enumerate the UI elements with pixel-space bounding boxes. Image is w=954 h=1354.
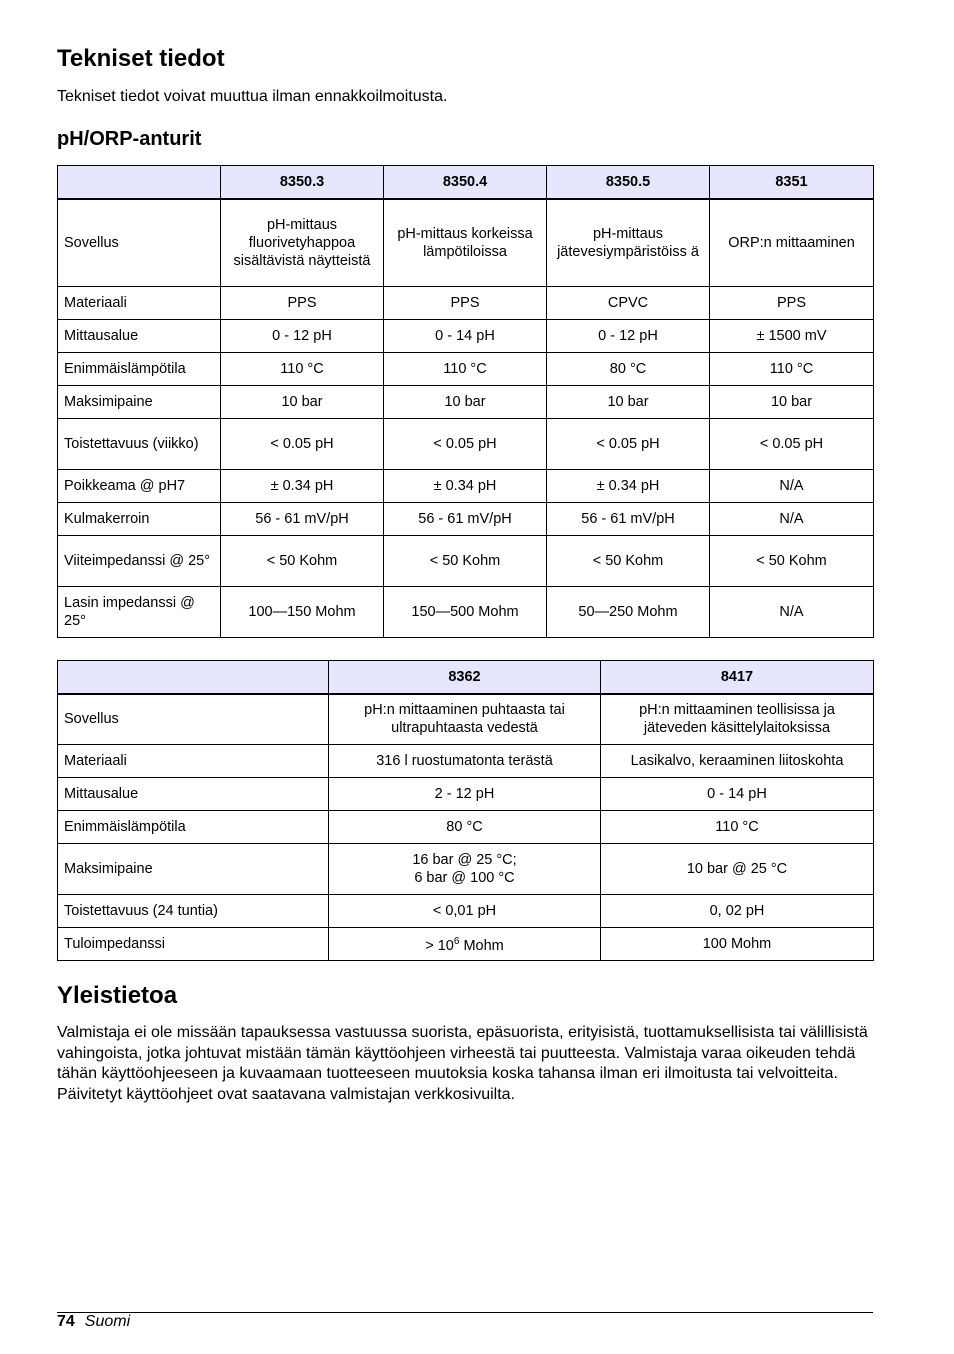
table-cell: 110 °C [384, 353, 547, 386]
header-cell: 8351 [710, 166, 874, 199]
section-title-general: Yleistietoa [57, 982, 178, 1009]
table-row [58, 928, 874, 961]
footer-divider [57, 1312, 873, 1313]
row-label: Maksimipaine [58, 386, 221, 419]
table-cell: < 0,01 pH [329, 895, 601, 928]
table-row [58, 386, 874, 419]
table-cell: N/A [710, 470, 874, 503]
general-text: Valmistaja ei ole missään tapauksessa vastuussa suorista, epäsuorista, erityisistä, tuottamuksellisista tai välillisistä vahingoista, jotka johtuvat mistään tämän käyttöohjeen virheestä tai puutteesta. Valmistaja varaa oikeuden tehdä tähän käyttöohjeeseen ja kuvaamaan tuotteeseen muutoksia koska tahansa ilman eri ilmoitusta tai velvoitteita. Päivitetyt käyttöohjeet ovat saatavana valmistajan verkkosivuilta. [57, 1024, 868, 1103]
table-cell: N/A [710, 587, 874, 638]
table-cell: 0, 02 pH [601, 895, 874, 928]
table-row [58, 745, 874, 778]
table-cell: < 50 Kohm [710, 536, 874, 587]
spec-table-2 [57, 660, 874, 961]
table-cell: < 50 Kohm [384, 536, 547, 587]
table-cell: 80 °C [547, 353, 710, 386]
table-cell: 10 bar [221, 386, 384, 419]
table-cell: 0 - 14 pH [601, 778, 874, 811]
table-cell: 0 - 14 pH [384, 320, 547, 353]
table-cell: ± 0.34 pH [221, 470, 384, 503]
table-cell: 110 °C [601, 811, 874, 844]
row-label: Tuloimpedanssi [58, 928, 329, 961]
table-cell: 16 bar @ 25 °C; 6 bar @ 100 °C [329, 844, 601, 895]
header-cell: 8350.3 [221, 166, 384, 199]
row-label: Mittausalue [58, 320, 221, 353]
row-label: Poikkeama @ pH7 [58, 470, 221, 503]
table-cell: 10 bar [710, 386, 874, 419]
table-cell: 0 - 12 pH [221, 320, 384, 353]
row-label: Sovellus [58, 694, 329, 745]
page-footer [57, 1312, 130, 1332]
table-cell: 110 °C [221, 353, 384, 386]
table-cell: pH:n mittaaminen puhtaasta tai ultrapuhtaasta vedestä [329, 694, 601, 745]
table-cell: pH:n mittaaminen teollisissa ja jäteveden käsittelylaitoksissa [601, 694, 874, 745]
table-header-row [58, 661, 874, 694]
row-label: Sovellus [58, 199, 221, 287]
table-cell: < 50 Kohm [221, 536, 384, 587]
table-cell: < 50 Kohm [547, 536, 710, 587]
row-label: Enimmäislämpötila [58, 353, 221, 386]
table-cell: < 0.05 pH [547, 419, 710, 470]
table-cell: pH-mittaus korkeissa lämpötiloissa [384, 199, 547, 287]
row-label: Lasin impedanssi @ 25° [58, 587, 221, 638]
table-cell: ± 0.34 pH [384, 470, 547, 503]
table-cell: < 0.05 pH [710, 419, 874, 470]
table-row [58, 844, 874, 895]
table-cell: 50—250 Mohm [547, 587, 710, 638]
row-label: Viiteimpedanssi @ 25° [58, 536, 221, 587]
row-label: Kulmakerroin [58, 503, 221, 536]
row-label: Toistettavuus (24 tuntia) [58, 895, 329, 928]
row-label: Enimmäislämpötila [58, 811, 329, 844]
page-number: 74 [57, 1313, 75, 1330]
table-cell: N/A [710, 503, 874, 536]
table-cell: 150—500 Mohm [384, 587, 547, 638]
table-cell: 56 - 61 mV/pH [384, 503, 547, 536]
table-cell: < 0.05 pH [221, 419, 384, 470]
table-row [58, 470, 874, 503]
table-cell: ± 0.34 pH [547, 470, 710, 503]
table-row [58, 536, 874, 587]
page-title: Tekniset tiedot [57, 45, 225, 72]
header-cell-empty [58, 661, 329, 694]
spec-table-1 [57, 165, 874, 638]
row-label: Mittausalue [58, 778, 329, 811]
row-label: Toistettavuus (viikko) [58, 419, 221, 470]
table-cell: PPS [221, 287, 384, 320]
table-cell: pH-mittaus jätevesiympäristöiss ä [547, 199, 710, 287]
table-row [58, 694, 874, 745]
table-row [58, 287, 874, 320]
section-title-sensors: pH/ORP-anturit [57, 128, 202, 150]
table-cell: 0 - 12 pH [547, 320, 710, 353]
header-cell: 8350.5 [547, 166, 710, 199]
table-cell: 100—150 Mohm [221, 587, 384, 638]
table-cell: > $10^6$ Mohm [329, 928, 601, 961]
table-row [58, 419, 874, 470]
table-row [58, 811, 874, 844]
table-cell: ORP:n mittaaminen [710, 199, 874, 287]
table-cell: 10 bar [384, 386, 547, 419]
table-cell: PPS [710, 287, 874, 320]
table-cell: 56 - 61 mV/pH [221, 503, 384, 536]
table-cell: 10 bar [547, 386, 710, 419]
table-row [58, 895, 874, 928]
table-row [58, 503, 874, 536]
row-label: Materiaali [58, 287, 221, 320]
row-label: Maksimipaine [58, 844, 329, 895]
header-cell-empty [58, 166, 221, 199]
table-row [58, 587, 874, 638]
row-label: Materiaali [58, 745, 329, 778]
table-cell: PPS [384, 287, 547, 320]
table-row [58, 778, 874, 811]
table-cell: < 0.05 pH [384, 419, 547, 470]
table-row [58, 199, 874, 287]
table-row [58, 320, 874, 353]
header-cell: 8362 [329, 661, 601, 694]
table-cell: CPVC [547, 287, 710, 320]
table-cell: 316 l ruostumatonta terästä [329, 745, 601, 778]
table-header-row [58, 166, 874, 199]
header-cell: 8350.4 [384, 166, 547, 199]
table-cell: pH-mittaus fluorivetyhappoa sisältävistä näytteistä [221, 199, 384, 287]
table-cell: 80 °C [329, 811, 601, 844]
table-cell: 56 - 61 mV/pH [547, 503, 710, 536]
footer-language: Suomi [84, 1313, 131, 1330]
table-cell: 110 °C [710, 353, 874, 386]
table-cell: 2 - 12 pH [329, 778, 601, 811]
table-cell: 100 Mohm [601, 928, 874, 961]
table-cell: ± 1500 mV [710, 320, 874, 353]
table-row [58, 353, 874, 386]
intro-text: Tekniset tiedot voivat muuttua ilman ennakkoilmoitusta. [57, 88, 448, 105]
table-cell: Lasikalvo, keraaminen liitoskohta [601, 745, 874, 778]
header-cell: 8417 [601, 661, 874, 694]
table-cell: 10 bar @ 25 °C [601, 844, 874, 895]
